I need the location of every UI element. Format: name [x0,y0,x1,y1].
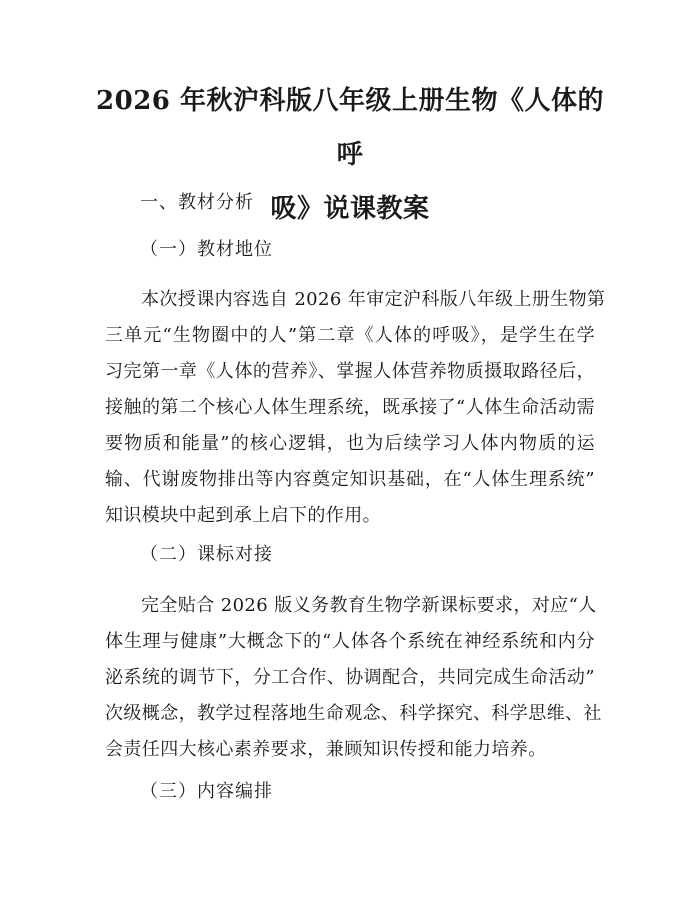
section-heading-textbook-analysis: 一、教材分析 [140,192,254,213]
paragraph-line: 输、代谢废物排出等内容奠定知识基础，在“人体生理系统” [105,469,595,490]
paragraph-line: 完全贴合 2026 版义务教育生物学新课标要求，对应“人 [141,595,597,616]
paragraph-line: 接触的第二个核心人体生理系统，既承接了“人体生命活动需 [105,397,595,418]
paragraph-line: 次级概念，教学过程落地生命观念、科学探究、科学思维、社 [105,703,602,724]
title-line-2: 吸》说课教案 [270,194,430,224]
paragraph-line: 三单元“生物圈中的人”第二章《人体的呼吸》，是学生在学 [105,325,595,346]
paragraph-curriculum [105,588,602,768]
paragraph-line: 本次授课内容选自 2026 年审定沪科版八年级上册生物第 [141,289,606,310]
title-line-1: 2026 年秋沪科版八年级上册生物《人体的呼 [96,86,604,170]
paragraph-line: 要物质和能量”的核心逻辑，也为后续学习人体内物质的运 [105,433,595,454]
paragraph-line: 知识模块中起到承上启下的作用。 [105,505,381,526]
paragraph-line: 会责任四大核心素养要求，兼顾知识传授和能力培养。 [105,739,547,760]
subsection-heading-position: （一）教材地位 [140,239,273,260]
paragraph-line: 习完第一章《人体的营养》、掌握人体营养物质摄取路径后， [105,361,595,382]
subsection-heading-content-arrangement: （三）内容编排 [140,781,273,802]
subsection-heading-curriculum: （二）课标对接 [140,544,273,565]
paragraph-position [105,282,606,534]
paragraph-line: 泌系统的调节下，分工合作、协调配合，共同完成生命活动” [105,667,595,688]
paragraph-line: 体生理与健康”大概念下的“人体各个系统在神经系统和内分 [105,631,595,652]
